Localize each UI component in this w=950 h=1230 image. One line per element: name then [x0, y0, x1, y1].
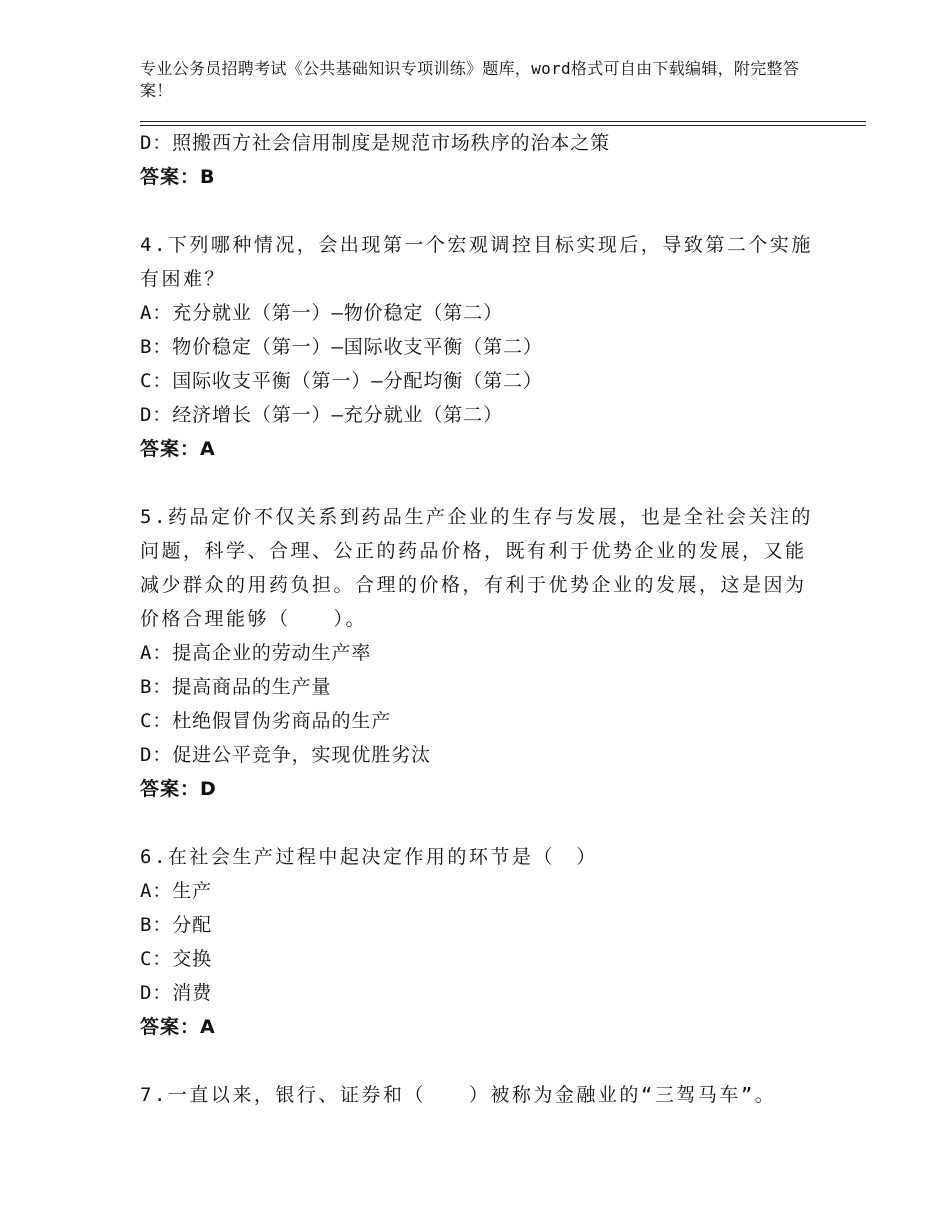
question-text: 7.一直以来，银行、证券和（ ）被称为金融业的“三驾马车”。 — [140, 1084, 777, 1106]
option-d: D：促进公平竞争，实现优胜劣汰 — [140, 744, 431, 766]
question-text: 5.药品定价不仅关系到药品生产企业的生存与发展，也是全社会关注的问题，科学、合理、公正的药品价格，既有利于优势企业的发展，又能减少群众的用药负担。合理的价格，有利于优势企业的发展，这是因为价格合理能够（ ）。 — [140, 506, 813, 630]
answer: 答案：D — [140, 778, 217, 800]
spacer — [140, 466, 820, 500]
spacer — [140, 1044, 820, 1078]
option-c: C：杜绝假冒伪劣商品的生产 — [140, 710, 392, 732]
option-b: B：物价稳定（第一）—国际收支平衡（第二） — [140, 336, 543, 358]
option-b: B：分配 — [140, 914, 213, 936]
page-header — [140, 58, 800, 102]
option-d: D：经济增长（第一）—充分就业（第二） — [140, 404, 503, 426]
option-c: C：国际收支平衡（第一）—分配均衡（第二） — [140, 370, 543, 392]
answer: 答案：A — [140, 438, 216, 460]
answer: 答案：B — [140, 166, 216, 188]
option-a: A：充分就业（第一）—物价稳定（第二） — [140, 302, 503, 324]
option-d: D：消费 — [140, 982, 213, 1004]
option-a: A：提高企业的劳动生产率 — [140, 642, 372, 664]
spacer — [140, 806, 820, 840]
question-text: 6.在社会生产过程中起决定作用的环节是（ ） — [140, 846, 598, 868]
option-a: A：生产 — [140, 880, 213, 902]
option-c: C：交换 — [140, 948, 213, 970]
option-d: D：照搬西方社会信用制度是规范市场秩序的治本之策 — [140, 132, 611, 154]
question-content — [140, 126, 820, 1112]
option-b: B：提高商品的生产量 — [140, 676, 332, 698]
answer: 答案：A — [140, 1016, 216, 1038]
header-text: 专业公务员招聘考试《公共基础知识专项训练》题库，word格式可自由下载编辑，附完整答案！ — [140, 59, 800, 100]
spacer — [140, 194, 820, 228]
header-rule-top — [140, 121, 866, 122]
question-text: 4.下列哪种情况，会出现第一个宏观调控目标实现后，导致第二个实施有困难？ — [140, 234, 813, 290]
